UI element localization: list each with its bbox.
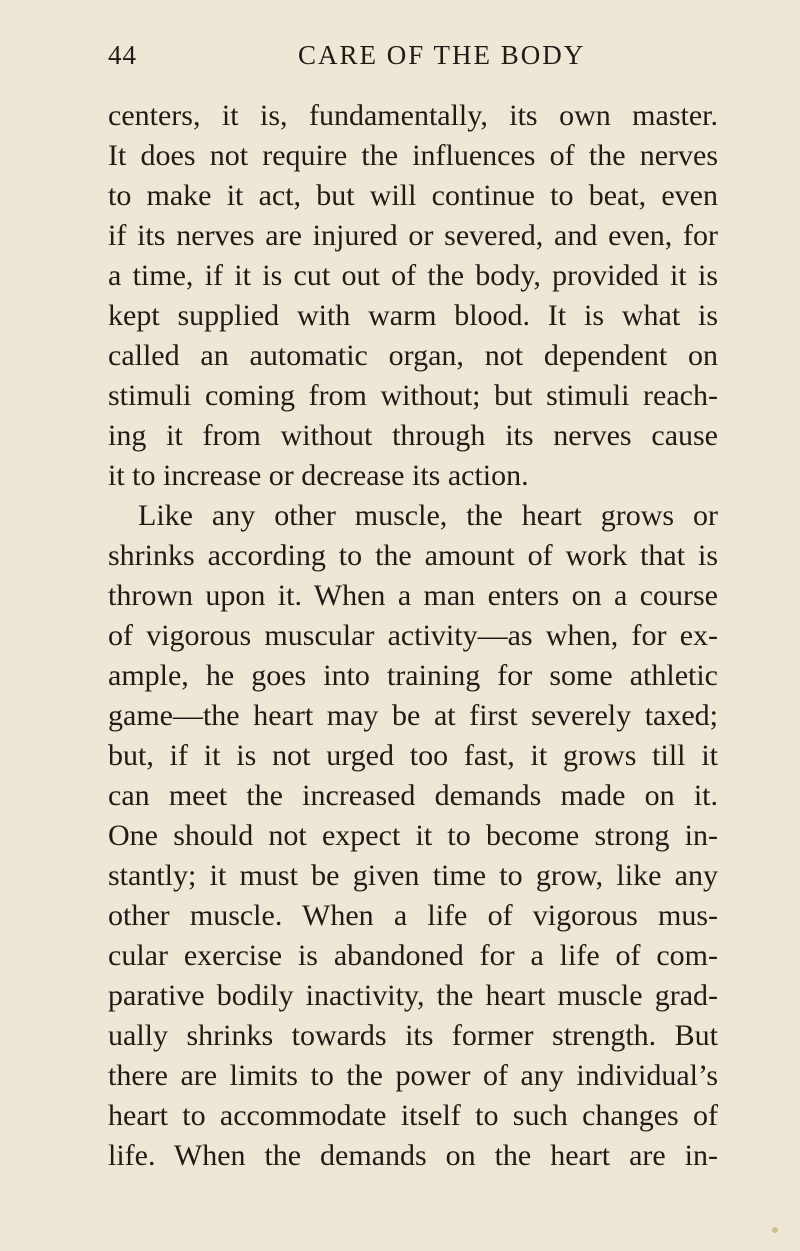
text-line: if its nerves are injured or severed, and even, for: [108, 219, 718, 252]
text-line: parative bodily inactivity, the heart muscle grad-: [108, 979, 718, 1012]
text-line: called an automatic organ, not dependent on: [108, 339, 718, 372]
text-line: ing it from without through its nerves cause: [108, 419, 718, 452]
text-line: Like any other muscle, the heart grows or: [138, 499, 718, 532]
text-line: there are limits to the power of any individual’s: [108, 1059, 718, 1092]
text-line: to make it act, but will continue to beat, even: [108, 179, 718, 212]
text-line: it to increase or decrease its action.: [108, 459, 529, 492]
text-line: cular exercise is abandoned for a life of com-: [108, 939, 718, 972]
text-line: centers, it is, fundamentally, its own master.: [108, 99, 718, 132]
running-title: CARE OF THE BODY: [298, 40, 586, 70]
text-line: a time, if it is cut out of the body, provided it is: [108, 259, 718, 292]
text-line: heart to accommodate itself to such changes of: [108, 1099, 718, 1132]
page-number: 44: [108, 40, 137, 70]
text-line: game—the heart may be at first severely taxed;: [108, 699, 718, 732]
text-line: shrinks according to the amount of work that is: [108, 539, 718, 572]
text-line: It does not require the influences of the nerves: [108, 139, 718, 172]
text-line: other muscle. When a life of vigorous mus-: [108, 899, 718, 932]
page-speck: [772, 1227, 778, 1233]
text-line: stimuli coming from without; but stimuli reach-: [108, 379, 718, 412]
text-line: One should not expect it to become strong in-: [108, 819, 718, 852]
text-line: kept supplied with warm blood. It is what is: [108, 299, 718, 332]
text-line: thrown upon it. When a man enters on a course: [108, 579, 718, 612]
text-line: stantly; it must be given time to grow, like any: [108, 859, 718, 892]
text-line: can meet the increased demands made on it.: [108, 779, 718, 812]
text-line: ample, he goes into training for some athletic: [108, 659, 718, 692]
text-line: of vigorous muscular activity—as when, for ex-: [108, 619, 718, 652]
text-line: life. When the demands on the heart are in-: [108, 1139, 718, 1172]
running-head: [108, 40, 718, 80]
text-line: ually shrinks towards its former strength. But: [108, 1019, 718, 1052]
text-line: but, if it is not urged too fast, it grows till it: [108, 739, 718, 772]
body-text: [108, 96, 718, 1176]
